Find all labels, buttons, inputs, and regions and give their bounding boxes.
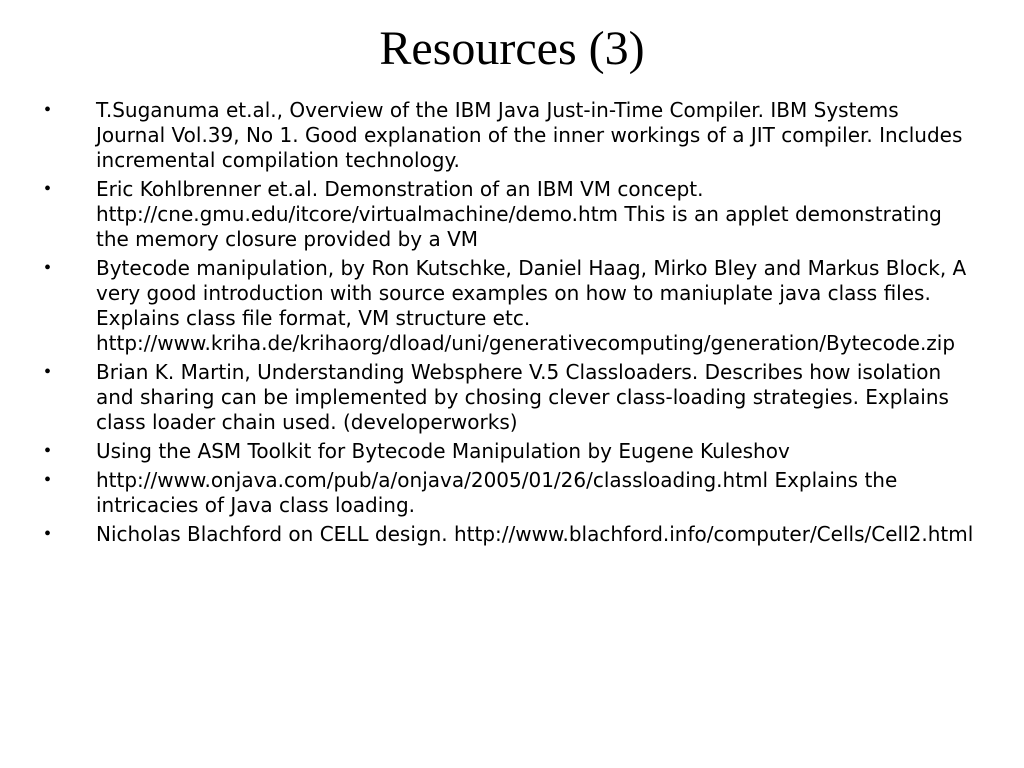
list-item	[44, 177, 974, 252]
list-item	[44, 98, 974, 173]
list-item	[44, 360, 974, 435]
list-item	[44, 522, 974, 547]
bullet-icon: •	[44, 257, 52, 279]
resource-list	[44, 98, 974, 551]
list-item-text: Using the ASM Toolkit for Bytecode Manipulation by Eugene Kuleshov	[96, 439, 790, 463]
list-item-text: T.Suganuma et.al., Overview of the IBM Java Just-in-Time Compiler. IBM Systems Journal Vol.39, No 1. Good explanation of the inner workings of a JIT compiler. Includes incremental compilation technology.	[96, 98, 963, 172]
list-item-text: Brian K. Martin, Understanding Websphere V.5 Classloaders. Describes how isolation and sharing can be implemented by chosing clever class-loading strategies. Explains class loader chain used. (developerworks)	[96, 360, 949, 434]
list-item-text: Eric Kohlbrenner et.al. Demonstration of an IBM VM concept. http://cne.gmu.edu/itcore/virtualmachine/demo.htm This is an applet demonstrating the memory closure provided by a VM	[96, 177, 942, 251]
list-item-text: http://www.onjava.com/pub/a/onjava/2005/01/26/classloading.html Explains the intricacies of Java class loading.	[96, 468, 898, 517]
list-item	[44, 439, 974, 464]
bullet-icon: •	[44, 361, 52, 383]
list-item	[44, 256, 974, 356]
bullet-icon: •	[44, 469, 52, 491]
list-item-text: Nicholas Blachford on CELL design. http://www.blachford.info/computer/Cells/Cell2.html	[96, 522, 974, 546]
list-item	[44, 468, 974, 518]
bullet-icon: •	[44, 99, 52, 121]
bullet-icon: •	[44, 523, 52, 545]
bullet-icon: •	[44, 440, 52, 462]
bullet-icon: •	[44, 178, 52, 200]
list-item-text: Bytecode manipulation, by Ron Kutschke, Daniel Haag, Mirko Bley and Markus Block, A very good introduction with source examples on how to maniuplate java class files. Explains class file format, VM structure etc. http://www.kriha.de/krihaorg/dload/uni/generativecomputing/generation/Bytecode.zip	[96, 256, 967, 355]
slide-title: Resources (3)	[379, 22, 645, 75]
